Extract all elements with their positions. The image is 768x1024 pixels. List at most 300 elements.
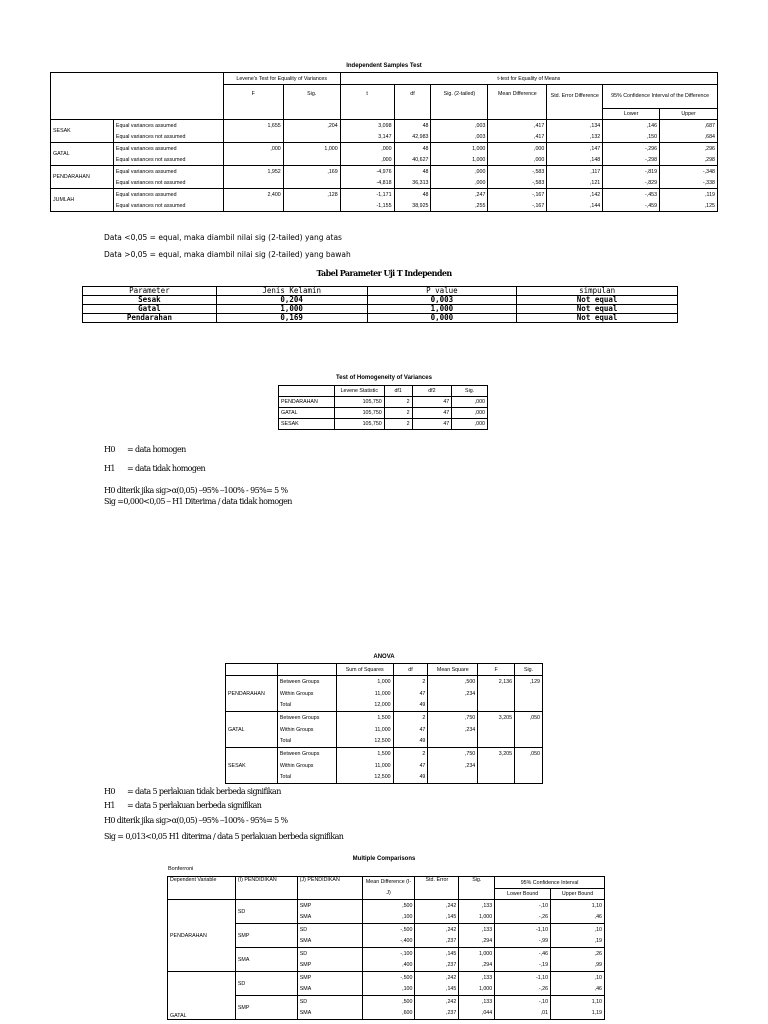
table-cell: 1,655: [223, 120, 283, 132]
anova-header: [277, 664, 336, 676]
table-cell: [515, 700, 543, 712]
table-cell: 47: [412, 419, 452, 430]
table-row: [51, 166, 718, 178]
table-cell: -,10: [495, 996, 551, 1008]
table-cell: [478, 736, 515, 748]
table-cell: 3,147: [340, 131, 394, 143]
param-header: Jenis Kelamin: [216, 287, 367, 296]
table-cell: ,500: [362, 996, 415, 1008]
table-cell: ,000: [488, 143, 547, 155]
table-cell: ,134: [547, 120, 603, 132]
table-cell: 11,000: [336, 724, 393, 736]
table-cell: ,417: [488, 131, 547, 143]
table-cell: 38,925: [394, 200, 431, 212]
table-cell: 47: [393, 688, 428, 700]
table-cell: -1,171: [340, 189, 394, 201]
table-cell: 2,400: [223, 189, 283, 201]
anova-header: [226, 664, 278, 676]
table-row: [51, 177, 718, 189]
table-cell: ,10: [551, 924, 605, 936]
table-cell: ,003: [431, 120, 488, 132]
table-cell: ,687: [660, 120, 718, 132]
table-cell: ,247: [431, 189, 488, 201]
table-cell: ,296: [660, 143, 718, 155]
table-cell: 1,000: [283, 143, 340, 155]
table-cell: -,99: [495, 936, 551, 948]
table-cell: ,129: [515, 676, 543, 688]
anova-header: F: [478, 664, 515, 676]
table-cell: -1,10: [495, 972, 551, 984]
table-cell: 1,10: [551, 900, 605, 912]
table-cell: ,294: [459, 960, 495, 972]
table-cell: [428, 700, 478, 712]
anova-title: ANOVA: [373, 654, 395, 660]
table-cell: ,000: [431, 177, 488, 189]
table-cell: 49: [393, 772, 428, 784]
table-cell: [478, 700, 515, 712]
table-cell: ,26: [551, 948, 605, 960]
table-cell: ,000: [431, 166, 488, 178]
table-cell: [478, 760, 515, 772]
row-variance-label: Equal variances assumed: [113, 143, 223, 155]
table-cell: -,583: [488, 166, 547, 178]
table-row: [226, 748, 543, 760]
table-cell: -,819: [603, 166, 660, 178]
table-cell: ,142: [547, 189, 603, 201]
table-cell: [478, 724, 515, 736]
col-t: t: [340, 85, 394, 120]
table-cell: [478, 688, 515, 700]
table-cell: 1,500: [336, 712, 393, 724]
table-cell: ,147: [547, 143, 603, 155]
table-cell: Between Groups: [277, 712, 336, 724]
table-cell: -,348: [660, 166, 718, 178]
table-cell: -,459: [603, 200, 660, 212]
table-cell: ,000: [452, 419, 488, 430]
col-ci: 95% Confidence Interval of the Difference: [603, 85, 718, 109]
table-cell: Not equal: [517, 314, 678, 323]
table-cell: [515, 760, 543, 772]
table-cell: -,19: [495, 960, 551, 972]
param-header: Parameter: [83, 287, 217, 296]
table-cell: Total: [277, 700, 336, 712]
row-group-label: JUMLAH: [51, 189, 114, 212]
table-cell: ,750: [428, 712, 478, 724]
table-cell: Pendarahan: [83, 314, 217, 323]
table-cell: ,417: [488, 120, 547, 132]
table-cell: -,500: [362, 924, 415, 936]
multi-header: Mean Difference (I-J): [362, 877, 415, 900]
row-variance-label: Equal variances assumed: [113, 189, 223, 201]
table-cell: -,46: [495, 948, 551, 960]
row-variance-label: Equal variances not assumed: [113, 177, 223, 189]
table-cell: ,133: [459, 972, 495, 984]
anova-table: [225, 663, 543, 784]
row-dependent-variable: PENDARAHAN: [168, 900, 236, 972]
param-header: simpulan: [517, 287, 678, 296]
table-cell: [283, 131, 340, 143]
table-cell: 36,313: [394, 177, 431, 189]
param-header: P value: [367, 287, 517, 296]
table-cell: [223, 131, 283, 143]
anova-h0-text: = data 5 perlakuan tidak berbeda signifikan: [127, 787, 281, 796]
multiple-title: Multiple Comparisons: [352, 856, 416, 862]
table-row: [51, 154, 718, 166]
table-cell: ,169: [283, 166, 340, 178]
table-cell: -,26: [495, 912, 551, 924]
table-cell: ,000: [452, 408, 488, 419]
table-cell: ,000: [488, 154, 547, 166]
table-cell: -,583: [488, 177, 547, 189]
table-cell: [223, 177, 283, 189]
anova-header: Sig.: [515, 664, 543, 676]
row-dependent-variable: GATAL: [168, 972, 236, 1020]
table-cell: 49: [393, 736, 428, 748]
table-cell: 2: [384, 419, 412, 430]
table-cell: ,145: [415, 948, 459, 960]
table-cell: ,050: [515, 712, 543, 724]
table-cell: 47: [393, 724, 428, 736]
table-cell: 3,098: [340, 120, 394, 132]
note-sig-lower: Data >0,05 = equal, maka diambil nilai sig (2-tailed) yang bawah: [104, 250, 351, 259]
table-cell: ,99: [551, 960, 605, 972]
table-cell: ,242: [415, 900, 459, 912]
table-row: [279, 419, 488, 430]
table-cell: Between Groups: [277, 748, 336, 760]
table-row: [279, 397, 488, 408]
multi-ci-lower: Lower Bound: [495, 889, 551, 900]
table-cell: Within Groups: [277, 688, 336, 700]
homog-header: df2: [412, 386, 452, 397]
table-cell: [428, 772, 478, 784]
table-cell: Within Groups: [277, 724, 336, 736]
table-cell: ,133: [459, 900, 495, 912]
table-row: [83, 314, 678, 323]
table-cell: SESAK: [279, 419, 335, 430]
table-cell: ,132: [547, 131, 603, 143]
table-row: [279, 408, 488, 419]
table-cell: ,044: [459, 1008, 495, 1020]
independent-samples-table: [50, 72, 718, 212]
table-row: [51, 143, 718, 155]
note-sig-upper: Data <0,05 = equal, maka diambil nilai sig (2-tailed) yang atas: [104, 233, 342, 242]
table-cell: 47: [412, 397, 452, 408]
table-cell: 2: [384, 397, 412, 408]
table-cell: ,237: [415, 936, 459, 948]
table-cell: ,294: [459, 936, 495, 948]
table-cell: 1,500: [336, 748, 393, 760]
row-group-label: GATAL: [51, 143, 114, 166]
col-std-error: Std. Error Difference: [547, 85, 603, 120]
homogeneity-table: [278, 385, 488, 430]
table-cell: 48: [394, 120, 431, 132]
multiple-method: Bonferroni: [168, 866, 194, 872]
table-cell: ,500: [428, 676, 478, 688]
table-cell: ,145: [415, 984, 459, 996]
table-cell: 1,000: [431, 143, 488, 155]
table-cell: ,255: [431, 200, 488, 212]
table-cell: ,237: [415, 960, 459, 972]
table-cell: -,167: [488, 189, 547, 201]
table-cell: 49: [393, 700, 428, 712]
table-cell: ,234: [428, 724, 478, 736]
table-cell: 105,750: [334, 408, 384, 419]
ttest-header: t-test for Equality of Means: [340, 73, 717, 85]
row-group-label: PENDARAHAN: [51, 166, 114, 189]
table-cell: ,133: [459, 996, 495, 1008]
table-cell: ,150: [603, 131, 660, 143]
table-cell: ,400: [362, 960, 415, 972]
homog-header: Levene Statistic: [334, 386, 384, 397]
table-cell: [515, 724, 543, 736]
anova-h1-text: = data 5 perlakuan berbeda signifikan: [127, 801, 262, 810]
multi-ci-upper: Upper Bound: [551, 889, 605, 900]
row-i-group: SMA: [235, 948, 297, 972]
table-cell: 0,204: [216, 296, 367, 305]
homog-header: df1: [384, 386, 412, 397]
table-cell: 1,000: [216, 305, 367, 314]
table-cell: -4,976: [340, 166, 394, 178]
table-cell: 48: [394, 143, 431, 155]
table-cell: 12,000: [336, 700, 393, 712]
table-cell: ,121: [547, 177, 603, 189]
table-cell: Not equal: [517, 296, 678, 305]
table-cell: 1,000: [459, 912, 495, 924]
table-cell: ,003: [431, 131, 488, 143]
multi-header: Sig.: [459, 877, 495, 900]
table-cell: 2,136: [478, 676, 515, 688]
table-cell: [515, 688, 543, 700]
table-cell: -,10: [495, 900, 551, 912]
col-df: df: [394, 85, 431, 120]
table-cell: ,000: [452, 397, 488, 408]
table-cell: SMP: [297, 972, 362, 984]
table-cell: -,338: [660, 177, 718, 189]
table-cell: Gatal: [83, 305, 217, 314]
table-cell: SMA: [297, 1008, 362, 1020]
table-cell: 1,19: [551, 1008, 605, 1020]
row-i-group: SD: [235, 900, 297, 924]
multiple-comparisons-table: [167, 876, 605, 1020]
table-cell: ,000: [340, 154, 394, 166]
table-cell: ,100: [362, 912, 415, 924]
table-cell: 2: [393, 676, 428, 688]
anova-header: df: [393, 664, 428, 676]
table-cell: Within Groups: [277, 760, 336, 772]
table-cell: ,204: [283, 120, 340, 132]
table-cell: ,01: [495, 1008, 551, 1020]
table-cell: ,144: [547, 200, 603, 212]
homog-header: [279, 386, 335, 397]
table-cell: ,119: [660, 189, 718, 201]
homog-header: Sig.: [452, 386, 488, 397]
table-cell: [515, 772, 543, 784]
table-cell: -,26: [495, 984, 551, 996]
table-cell: Between Groups: [277, 676, 336, 688]
table-row: [51, 200, 718, 212]
col-mean-diff: Mean Difference: [488, 85, 547, 120]
table-cell: 1,952: [223, 166, 283, 178]
multi-header: Std. Error: [415, 877, 459, 900]
table-cell: 1,000: [459, 984, 495, 996]
table-cell: GATAL: [279, 408, 335, 419]
table-cell: [515, 736, 543, 748]
table-cell: ,117: [547, 166, 603, 178]
table-cell: 40,627: [394, 154, 431, 166]
multi-header: Dependent Variable: [168, 877, 236, 900]
col-upper: Upper: [660, 109, 718, 120]
table-cell: ,19: [551, 936, 605, 948]
table-cell: ,242: [415, 996, 459, 1008]
levene-header: Levene's Test for Equality of Variances: [223, 73, 340, 85]
table-cell: 11,000: [336, 760, 393, 772]
table-cell: ,750: [428, 748, 478, 760]
table-row: [51, 189, 718, 201]
table-cell: SD: [297, 996, 362, 1008]
table-cell: SD: [297, 924, 362, 936]
table-cell: -,829: [603, 177, 660, 189]
col-sig: Sig.: [283, 85, 340, 120]
table-cell: -,500: [362, 972, 415, 984]
homogeneity-title: Test of Homogeneity of Variances: [336, 375, 432, 381]
table-cell: Sesak: [83, 296, 217, 305]
table-cell: ,684: [660, 131, 718, 143]
homog-rule: H0 diterik jika sig>α(0,05) ⎯95% ⎯100% - 95%= 5 %: [104, 486, 288, 495]
row-group-label: PENDARAHAN: [226, 676, 278, 712]
table-cell: ,128: [283, 189, 340, 201]
table-row: [168, 972, 605, 984]
table-cell: 47: [393, 760, 428, 772]
col-f: F: [223, 85, 283, 120]
table-row: [51, 131, 718, 143]
table-cell: SMP: [297, 900, 362, 912]
row-i-group: SD: [235, 972, 297, 996]
table-cell: ,148: [547, 154, 603, 166]
table-cell: 1,000: [367, 305, 517, 314]
table-cell: ,050: [515, 748, 543, 760]
table-cell: [428, 736, 478, 748]
table-cell: ,46: [551, 984, 605, 996]
table-row: [51, 120, 718, 132]
table-cell: -,400: [362, 936, 415, 948]
table-cell: ,234: [428, 688, 478, 700]
row-group-label: SESAK: [51, 120, 114, 143]
row-group-label: GATAL: [226, 712, 278, 748]
table-cell: 2: [384, 408, 412, 419]
table-cell: ,237: [415, 1008, 459, 1020]
row-i-group: SMP: [235, 996, 297, 1020]
table-cell: 47: [412, 408, 452, 419]
table-cell: ,100: [362, 984, 415, 996]
ttest-corner-cell: [51, 73, 224, 120]
row-variance-label: Equal variances not assumed: [113, 131, 223, 143]
table-cell: 48: [394, 166, 431, 178]
homog-result: Sig =0,000<0,05 ⎯ H1 Diterima / data tidak homogen: [104, 497, 292, 506]
anova-header: Mean Square: [428, 664, 478, 676]
table-cell: [223, 200, 283, 212]
table-cell: 2: [393, 712, 428, 724]
row-i-group: SMP: [235, 924, 297, 948]
table-cell: -,167: [488, 200, 547, 212]
table-cell: Total: [277, 736, 336, 748]
homog-h0-label: H0: [104, 445, 115, 454]
table-cell: Not equal: [517, 305, 678, 314]
table-cell: [478, 772, 515, 784]
table-cell: 48: [394, 189, 431, 201]
table-cell: ,145: [415, 912, 459, 924]
homog-h0-text: = data homogen: [127, 445, 186, 454]
table-cell: -,296: [603, 143, 660, 155]
table-cell: 0,003: [367, 296, 517, 305]
anova-h0-label: H0: [104, 787, 115, 796]
param-table-title: Tabel Parameter Uji T Independen: [316, 268, 452, 278]
table-cell: [283, 154, 340, 166]
table-cell: 11,000: [336, 688, 393, 700]
table-cell: 1,000: [431, 154, 488, 166]
table-cell: SMA: [297, 936, 362, 948]
table-cell: SMP: [297, 960, 362, 972]
table-cell: SD: [297, 948, 362, 960]
multi-header: (I) PENDIDIKAN: [235, 877, 297, 900]
table-cell: ,46: [551, 912, 605, 924]
table-cell: 1,000: [459, 948, 495, 960]
multi-header: 95% Confidence Interval: [495, 877, 605, 889]
table-cell: 3,205: [478, 712, 515, 724]
table-cell: -,100: [362, 948, 415, 960]
table-cell: 105,750: [334, 419, 384, 430]
row-variance-label: Equal variances not assumed: [113, 154, 223, 166]
table-row: [226, 712, 543, 724]
table-cell: ,10: [551, 972, 605, 984]
table-row: [168, 900, 605, 912]
table-cell: 12,500: [336, 772, 393, 784]
table-cell: ,125: [660, 200, 718, 212]
table-cell: [223, 154, 283, 166]
table-cell: ,000: [340, 143, 394, 155]
homog-h1-text: = data tidak homogen: [127, 464, 206, 473]
table-cell: ,242: [415, 924, 459, 936]
parameter-table: [82, 286, 678, 323]
table-cell: -4,818: [340, 177, 394, 189]
col-lower: Lower: [603, 109, 660, 120]
table-cell: -,453: [603, 189, 660, 201]
table-cell: [283, 200, 340, 212]
table-cell: 105,750: [334, 397, 384, 408]
row-variance-label: Equal variances assumed: [113, 120, 223, 132]
table-cell: 2: [393, 748, 428, 760]
anova-header: Sum of Squares: [336, 664, 393, 676]
table-cell: ,146: [603, 120, 660, 132]
table-cell: ,242: [415, 972, 459, 984]
table-cell: 1,10: [551, 996, 605, 1008]
anova-result: Sig = 0,013<0,05 H1 diterima / data 5 perlakuan berbeda signifikan: [104, 832, 344, 841]
table-cell: 12,500: [336, 736, 393, 748]
table-cell: ,298: [660, 154, 718, 166]
table-cell: -1,155: [340, 200, 394, 212]
table-cell: Total: [277, 772, 336, 784]
table-row: [226, 676, 543, 688]
multi-header: (J) PENDIDIKAN: [297, 877, 362, 900]
homog-h1-label: H1: [104, 464, 115, 473]
table-cell: 0,169: [216, 314, 367, 323]
table-cell: -1,10: [495, 924, 551, 936]
table-cell: SMA: [297, 912, 362, 924]
t-test-title: Independent Samples Test: [346, 63, 422, 69]
table-cell: [283, 177, 340, 189]
table-cell: ,500: [362, 900, 415, 912]
row-variance-label: Equal variances not assumed: [113, 200, 223, 212]
row-variance-label: Equal variances assumed: [113, 166, 223, 178]
